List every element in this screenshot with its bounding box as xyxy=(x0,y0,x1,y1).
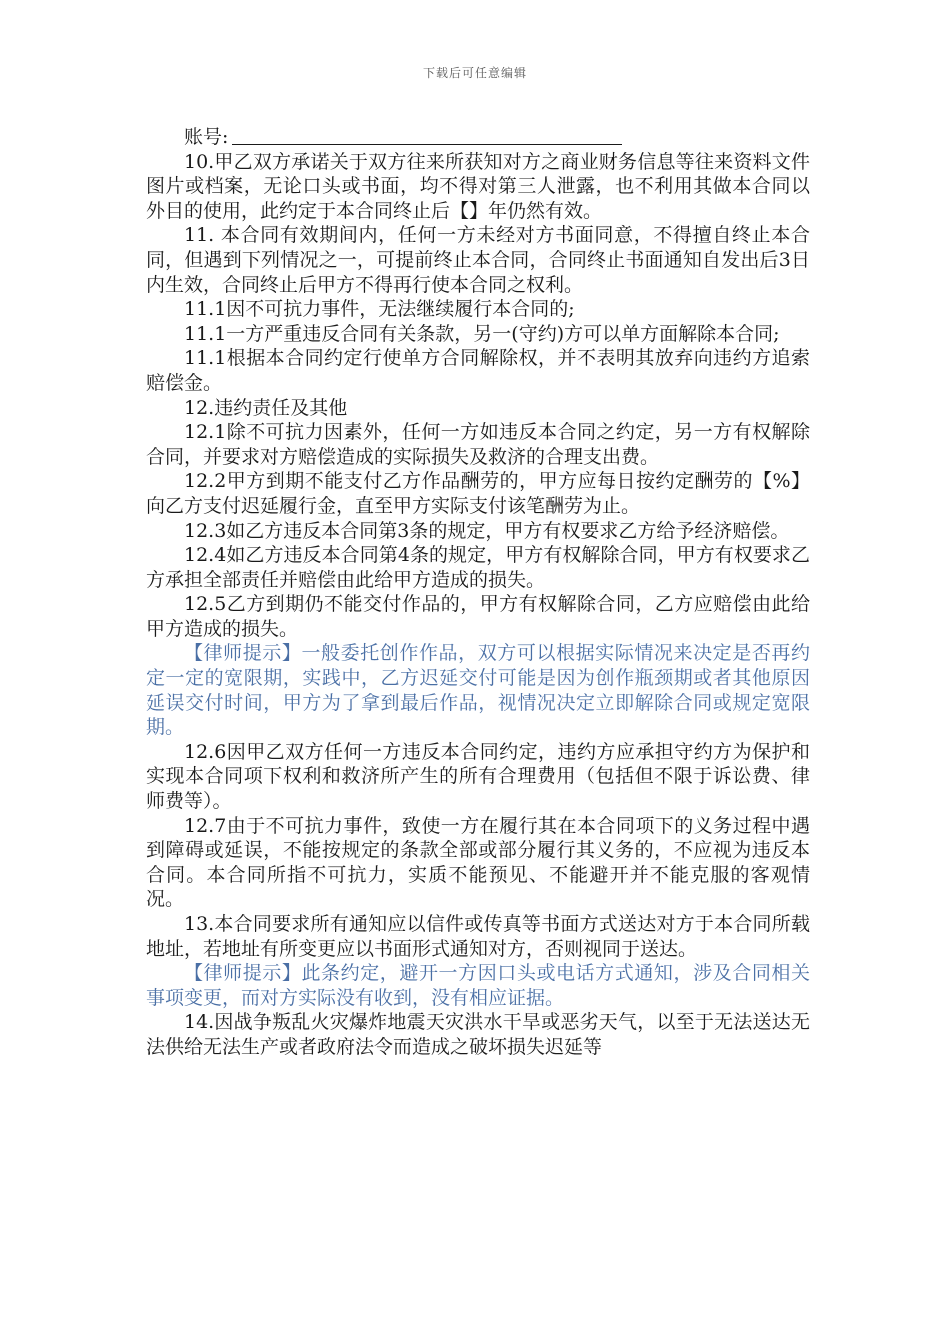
lawyer-tip-2: 【律师提示】此条约定，避开一方因口头或电话方式通知，涉及合同相关事项变更，而对方实际没有收到，没有相应证据。 xyxy=(146,962,810,1009)
clause-12-2: 12.2甲方到期不能支付乙方作品酬劳的，甲方应每日按约定酬劳的【%】向乙方支付迟延履行金，直至甲方实际支付该笔酬劳为止。 xyxy=(146,470,810,517)
account-blank-line xyxy=(232,124,622,145)
clause-12-7: 12.7由于不可抗力事件，致使一方在履行其在本合同项下的义务过程中遇到障碍或延误，不能按规定的条款全部或部分履行其义务的，不应视为违反本合同。本合同所指不可抗力，实质不能预见、不能避开并不能克服的客观情况。 xyxy=(146,814,810,911)
clause-14: 14.因战争叛乱火灾爆炸地震天灾洪水干旱或恶劣天气，以至于无法送达无法供给无法生产或者政府法令而造成之破坏损失迟延等 xyxy=(146,1011,810,1058)
clause-12-4: 12.4如乙方违反本合同第4条的规定，甲方有权解除合同，甲方有权要求乙方承担全部责任并赔偿由此给甲方造成的损失。 xyxy=(146,544,810,591)
clause-10: 10.甲乙双方承诺关于双方往来所获知对方之商业财务信息等往来资料文件图片或档案，无论口头或书面，均不得对第三人泄露，也不利用其做本合同以外目的使用，此约定于本合同终止后【】年仍然有效。 xyxy=(146,150,810,222)
clause-12-6: 12.6因甲乙双方任何一方违反本合同约定，违约方应承担守约方为保护和实现本合同项下权利和救济所产生的所有合理费用（包括但不限于诉讼费、律师费等）。 xyxy=(146,740,810,813)
account-row xyxy=(146,124,810,150)
clause-11-1-c: 11.1根据本合同约定行使单方合同解除权，并不表明其放弃向违约方追索赔偿金。 xyxy=(146,347,810,394)
clause-11: 11. 本合同有效期间内，任何一方未经对方书面同意，不得擅自终止本合同，但遇到下列情况之一，可提前终止本合同，合同终止书面通知自发出后3日内生效，合同终止后甲方不得再行使本合同之权利。 xyxy=(146,224,810,296)
clause-12-5: 12.5乙方到期仍不能交付作品的，甲方有权解除合同，乙方应赔偿由此给甲方造成的损失。 xyxy=(146,593,810,640)
clause-12-3: 12.3如乙方违反本合同第3条的规定，甲方有权要求乙方给予经济赔偿。 xyxy=(184,519,790,542)
lawyer-tip-1: 【律师提示】一般委托创作作品，双方可以根据实际情况来决定是否再约定一定的宽限期，实践中，乙方迟延交付可能是因为创作瓶颈期或者其他原因延误交付时间，甲方为了拿到最后作品，视情况决定立即解除合同或规定宽限期。 xyxy=(146,642,810,739)
account-label: 账号: xyxy=(184,126,229,148)
clause-12-1: 12.1除不可抗力因素外，任何一方如违反本合同之约定，另一方有权解除合同，并要求对方赔偿造成的实际损失及救济的合理支出费。 xyxy=(146,421,810,468)
document-body xyxy=(146,124,810,1060)
page-header: 下载后可任意编辑 xyxy=(422,66,527,80)
clause-12-heading: 12.违约责任及其他 xyxy=(184,396,348,419)
clause-11-1-a: 11.1因不可抗力事件，无法继续履行本合同的; xyxy=(184,298,575,321)
clause-13: 13.本合同要求所有通知应以信件或传真等书面方式送达对方于本合同所载地址，若地址有所变更应以书面形式通知对方，否则视同于送达。 xyxy=(146,913,810,960)
clause-11-1-b: 11.1一方严重违反合同有关条款，另一(守约)方可以单方面解除本合同; xyxy=(184,322,780,345)
